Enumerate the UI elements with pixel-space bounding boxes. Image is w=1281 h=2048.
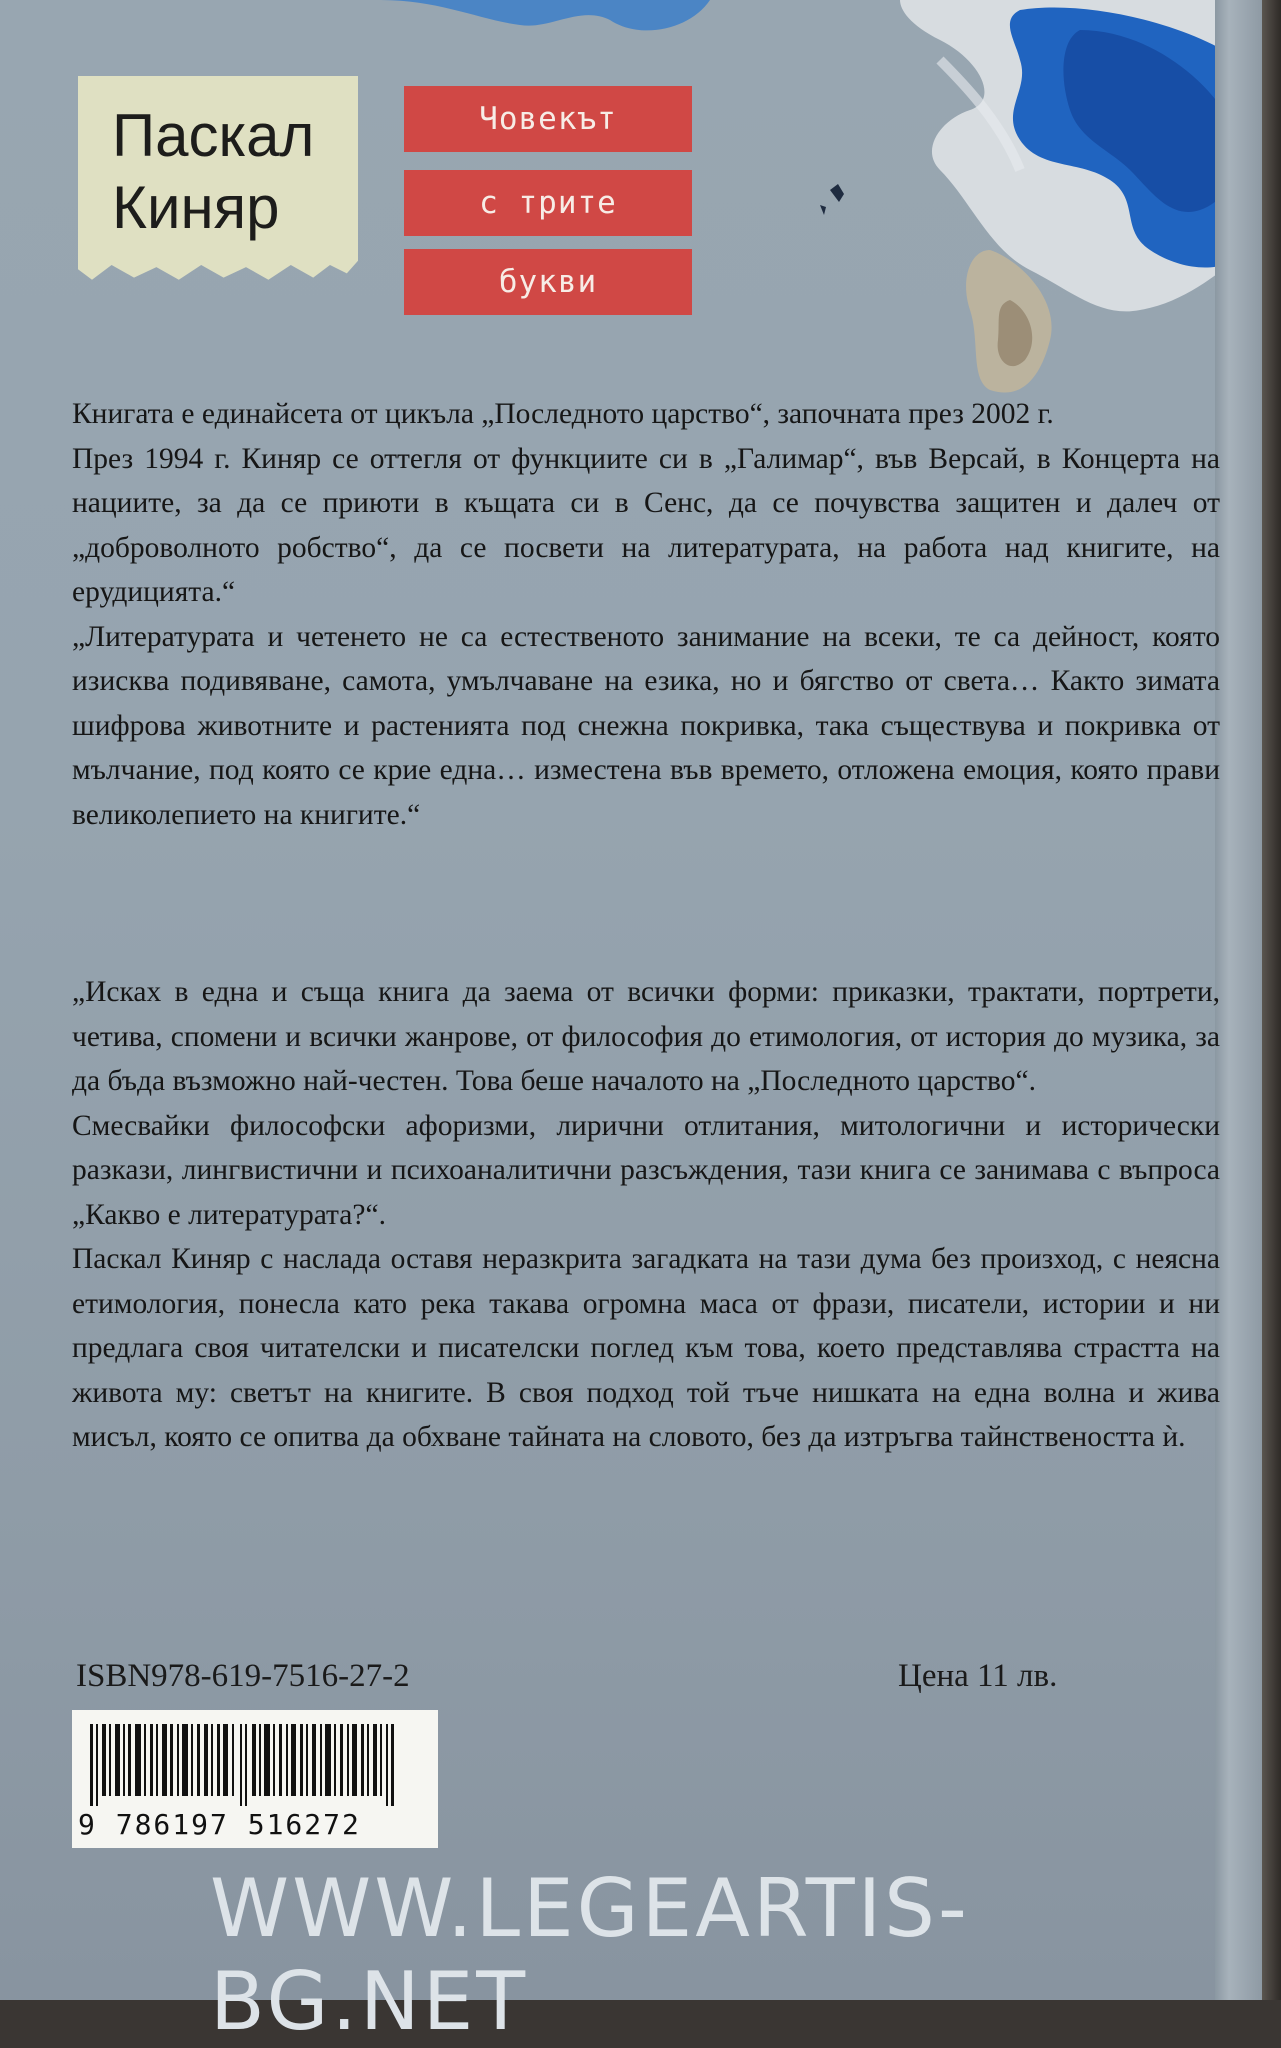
isbn-text: ISBN978-619-7516-27-2 <box>76 1658 410 1694</box>
description-paragraph: През 1994 г. Киняр се оттегля от функциите си в „Галимар“, във Версай, в Концерта на нациите, за да се приюти в къщата си в Сенс, да се почувства защитен и далеч от „доброволното робство“, да се посвети на литературата, на работа над книгите, на ерудицията.“ <box>72 442 1220 608</box>
author-last-name: Киняр <box>112 174 280 241</box>
price-text: Цена 11 лв. <box>898 1658 1058 1694</box>
description-paragraph: Паскал Киняр с наслада оставя неразкрита загадката на тази дума без произход, с неясна етимология, понесла като река такава огромна маса от фрази, писатели, истории и ни предлага своя читателски и писателски поглед към това, което представлява страстта на живота му: светът на книгите. В своя подход той тъче нишката на една волна и жива мисъл, която се опитва да обхване тайната на словото, без да изтръгва тайнствеността ѝ. <box>72 1243 1220 1453</box>
title-line-2: с трите <box>404 170 692 236</box>
description-block-2 <box>72 970 1220 1460</box>
description-block-1 <box>72 392 1220 837</box>
publisher-website: WWW.LEGEARTIS-BG.NET <box>210 1862 970 2048</box>
author-first-name: Паскал <box>112 102 315 169</box>
description-paragraph: „Литературата и четенето не са естественото занимание на всеки, те са дейност, която изисква подивяване, самота, умълчаване на езика, но и бягство от света… Както зимата шифрова животните и растенията под снежна покривка, така съществува и покривка от мълчание, под която се крие една… изместена във времето, отложена емоция, която прави великолепието на книгите.“ <box>72 620 1220 831</box>
description-paragraph: „Исках в една и съща книга да заема от всички форми: приказки, трактати, портрети, четива, спомени и всички жанрове, от философия до етимология, от история до музика, за да бъда възможно най-честен. Това беше началото на „Последното царство“. <box>72 976 1220 1097</box>
spine-edge <box>1215 0 1262 2000</box>
background-edge <box>1262 0 1281 2000</box>
title-line-1: Човекът <box>404 86 692 152</box>
title-line-3: букви <box>404 249 692 315</box>
barcode <box>72 1710 438 1848</box>
barcode-bars <box>90 1724 420 1806</box>
author-name <box>112 100 314 244</box>
description-paragraph: Книгата е единайсета от цикъла „Последното царство“, започната през 2002 г. <box>72 398 1054 430</box>
description-paragraph: Смесвайки философски афоризми, лирични отлитания, митологични и исторически разкази, лингвистични и психоаналитични разсъждения, тази книга се занимава с въпроса „Какво е литературата?“. <box>72 1109 1220 1231</box>
barcode-number: 9 786197 516272 <box>78 1808 361 1841</box>
